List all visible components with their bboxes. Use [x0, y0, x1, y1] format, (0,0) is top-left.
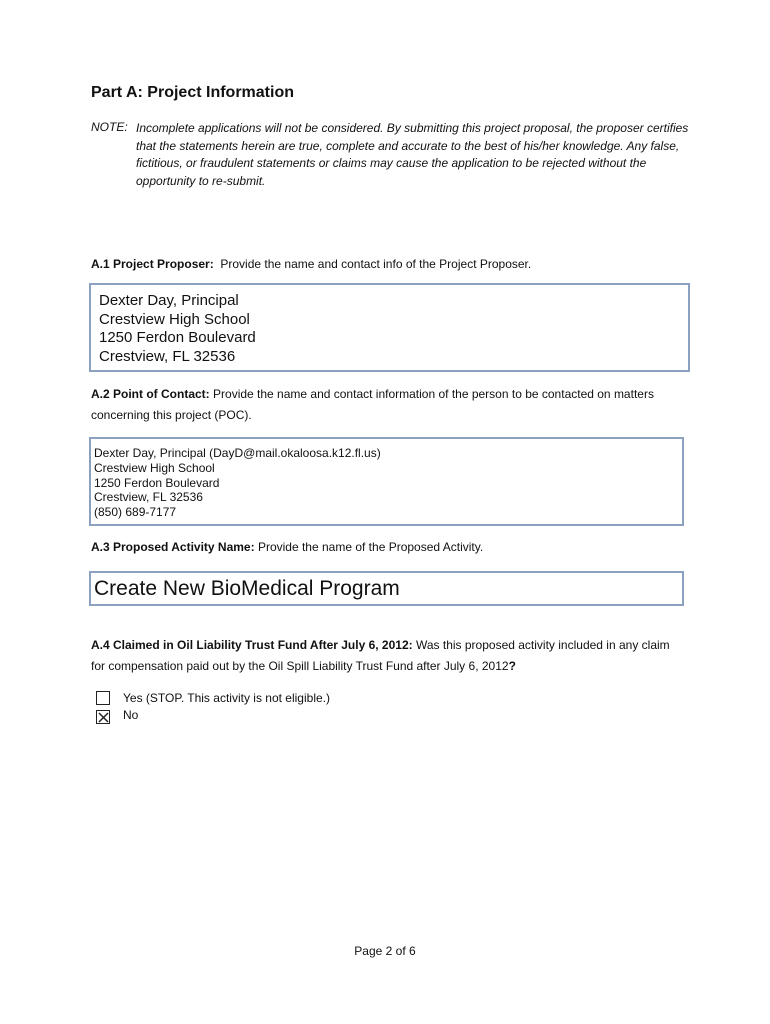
a2-line-phone: (850) 689-7177	[94, 505, 177, 520]
a1-proposer-field[interactable]	[89, 283, 690, 372]
note-text: Incomplete applications will not be considered. By submitting this project proposal, the proposer certifies that the statements herein are true, complete and accurate to the best of his/her knowledge. Any false, fictitious, or fraudulent statements or claims may cause the application to be rejected without the opportunity to re-submit.	[136, 121, 689, 188]
a3-prompt: Provide the name of the Proposed Activity.	[257, 540, 484, 554]
a1-question	[91, 254, 691, 275]
a2-question	[91, 384, 671, 426]
a1-line-street: 1250 Ferdon Boulevard	[99, 329, 256, 346]
a2-line-school: Crestview High School	[94, 460, 215, 475]
a4-no-label: No	[123, 708, 139, 722]
a2-contact-field[interactable]	[89, 437, 684, 526]
a2-line-street: 1250 Ferdon Boulevard	[94, 475, 220, 490]
a4-prompt: Was this proposed activity included in any claim for compensation paid out by the Oil Spill Liability Trust Fund after July 6, 2012	[91, 638, 670, 673]
a4-yes-checkbox[interactable]	[96, 691, 110, 705]
a3-value: Create New BioMedical Program	[94, 577, 400, 600]
page-number: Page 2 of 6	[354, 944, 416, 958]
a4-prompt-end: ?	[508, 659, 516, 673]
a3-activity-name-field[interactable]	[89, 571, 684, 606]
section-heading: Part A: Project Information	[91, 84, 294, 101]
a2-prompt: Provide the name and contact information of the person to be contacted on matters concerning this project (POC).	[91, 387, 654, 422]
a1-line-school: Crestview High School	[99, 310, 250, 328]
checkmark-x-icon	[98, 712, 109, 723]
a3-label: A.3 Proposed Activity Name:	[91, 540, 255, 554]
a1-prompt: Provide the name and contact info of the Project Proposer.	[220, 257, 532, 271]
a1-line-name: Dexter Day, Principal	[99, 292, 239, 309]
a2-line-name: Dexter Day, Principal (DayD@mail.okaloosa.k12.fl.us)	[94, 446, 381, 460]
a1-line-city: Crestview, FL 32536	[99, 347, 236, 365]
note-label: NOTE:	[91, 120, 128, 134]
a4-yes-label: Yes (STOP. This activity is not eligible.)	[123, 691, 330, 705]
a3-question	[91, 537, 691, 558]
a4-label: A.4 Claimed in Oil Liability Trust Fund After July 6, 2012:	[91, 638, 413, 652]
a2-label: A.2 Point of Contact:	[91, 387, 210, 401]
a4-question	[91, 635, 671, 677]
a1-label: A.1 Project Proposer:	[91, 257, 214, 271]
a2-line-city: Crestview, FL 32536	[94, 490, 203, 505]
a4-no-checkbox[interactable]	[96, 710, 110, 724]
